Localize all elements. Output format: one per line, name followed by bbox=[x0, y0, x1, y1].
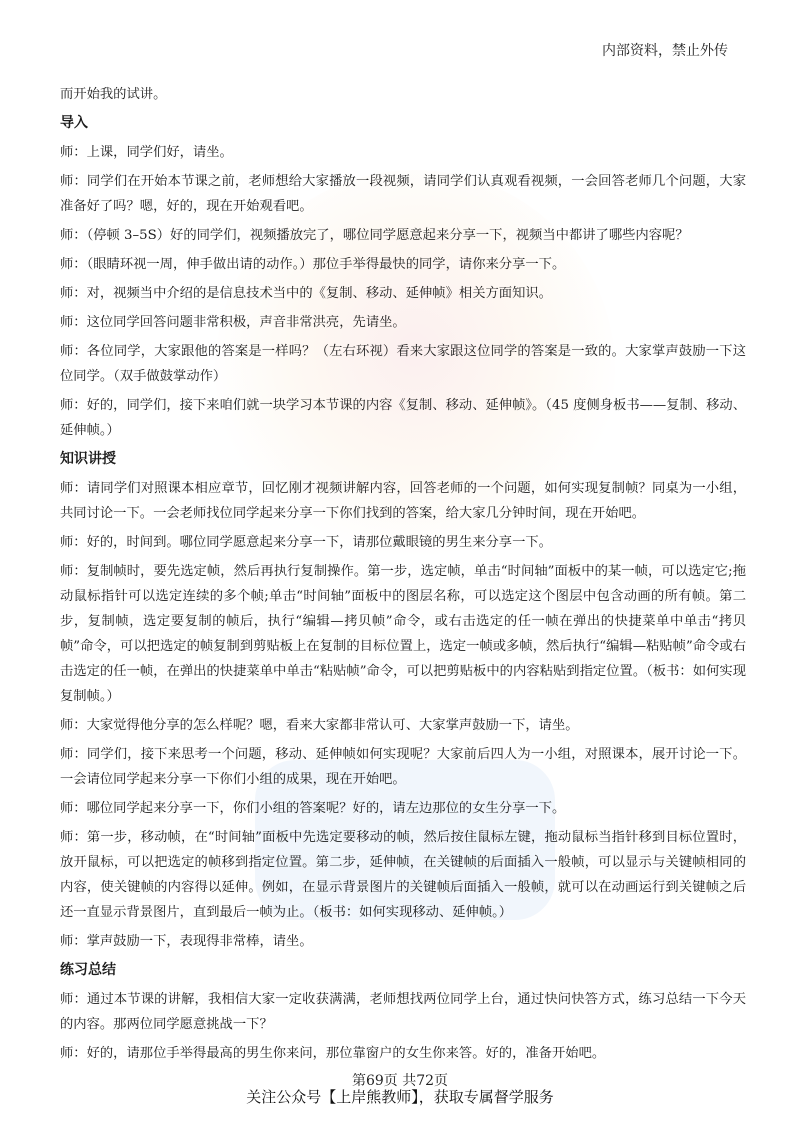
section-heading: 导入 bbox=[60, 115, 88, 131]
paragraph: 师：通过本节课的讲解，我相信大家一定收获满满，老师想找两位同学上台，通过快问快答方式，练习总结一下今天的内容。那两位同学愿意挑战一下？ bbox=[60, 992, 746, 1032]
document-body bbox=[60, 82, 746, 1070]
paragraph: 师：好的，请那位手举得最高的男生你来问，那位靠窗户的女生你来答。好的，准备开始吧。 bbox=[60, 1046, 606, 1061]
paragraph: 师：对，视频当中介绍的是信息技术当中的《复制、移动、延伸帧》相关方面知识。 bbox=[60, 286, 552, 301]
paragraph: 师：大家觉得他分享的怎么样呢？嗯，看来大家都非常认可、大家掌声鼓励一下，请坐。 bbox=[60, 718, 579, 733]
paragraph: 师：第一步，移动帧，在“时间轴”面板中先选定要移动的帧，然后按住鼠标左键，拖动鼠标当指针移到目标位置时，放开鼠标，可以把选定的帧移到指定位置。第二步，延伸帧，在关键帧的后面插入一般帧，可以显示与关键帧相同的内容，使关键帧的内容得以延伸。例如，在显示背景图片的关键帧后面插入一般帧，就可以在动画运行到关键帧之后还一直显示背景图片，直到最后一帧为止。（板书：如何实现移动、延伸帧。） bbox=[60, 830, 746, 920]
paragraph: 师：请同学们对照课本相应章节，回忆刚才视频讲解内容，回答老师的一个问题，如何实现复制帧？同桌为一小组，共同讨论一下。一会老师找位同学起来分享一下你们找到的答案，给大家几分钟时间，现在开始吧。 bbox=[60, 481, 746, 521]
section-heading: 练习总结 bbox=[60, 962, 116, 978]
paragraph: 师：（眼睛环视一周，伸手做出请的动作。）那位手举得最快的同学，请你来分享一下。 bbox=[60, 257, 566, 272]
paragraph: 师：同学们在开始本节课之前，老师想给大家播放一段视频，请同学们认真观看视频，一会回答老师几个问题，大家准备好了吗？嗯，好的，现在开始观看吧。 bbox=[60, 174, 746, 214]
paragraph: 师：哪位同学起来分享一下，你们小组的答案呢？好的，请左边那位的女生分享一下。 bbox=[60, 801, 566, 816]
paragraph: 而开始我的试讲。 bbox=[60, 87, 167, 102]
section-heading: 知识讲授 bbox=[60, 451, 116, 467]
paragraph: 师：各位同学，大家跟他的答案是一样吗？（左右环视）看来大家跟这位同学的答案是一致的。大家掌声鼓励一下这位同学。（双手做鼓掌动作） bbox=[60, 344, 746, 384]
paragraph: 师：好的，同学们，接下来咱们就一块学习本节课的内容《复制、移动、延伸帧》。（45 度侧身板书——复制、移动、延伸帧。） bbox=[60, 398, 746, 438]
paragraph: 师：上课，同学们好，请坐。 bbox=[60, 145, 233, 160]
paragraph: 师：这位同学回答问题非常积极，声音非常洪亮，先请坐。 bbox=[60, 315, 406, 330]
footer-promo: 关注公众号【上岸熊教师】，获取专属督学服务 bbox=[246, 1088, 554, 1106]
paragraph: 师：复制帧时，要先选定帧，然后再执行复制操作。第一步，选定帧，单击“时间轴”面板中的某一帧，可以选定它;拖动鼠标指针可以选定连续的多个帧;单击“时间轴”面板中的图层名称，可以选定这个图层中包含动画的所有帧。第二步，复制帧，选定要复制的帧后，执行“编辑—拷贝帧”命令，或右击选定的任一帧在弹出的快捷菜单中单击“拷贝帧”命令，可以把选定的帧复制到剪贴板上在复制的目标位置上，选定一帧或多帧，然后执行“编辑—粘贴帧”命令或右击选定的任一帧，在弹出的快捷菜单中单击“粘贴帧”命令，可以把剪贴板中的内容粘贴到指定位置。（板书：如何实现复制帧。） bbox=[60, 564, 746, 704]
paragraph: 师：好的，时间到。哪位同学愿意起来分享一下，请那位戴眼镜的男生来分享一下。 bbox=[60, 535, 552, 550]
paragraph: 师：同学们，接下来思考一个问题，移动、延伸帧如何实现呢？大家前后四人为一小组，对照课本，展开讨论一下。一会请位同学起来分享一下你们小组的成果，现在开始吧。 bbox=[60, 747, 746, 787]
paragraph: 师：掌声鼓励一下，表现得非常棒，请坐。 bbox=[60, 934, 313, 949]
paragraph: 师：（停顿 3–5S）好的同学们，视频播放完了，哪位同学愿意起来分享一下，视频当中都讲了哪些内容呢？ bbox=[60, 228, 689, 243]
header-confidential-note: 内部资料，禁止外传 bbox=[602, 43, 728, 59]
page-number: 第69页 共72页 bbox=[351, 1073, 449, 1089]
